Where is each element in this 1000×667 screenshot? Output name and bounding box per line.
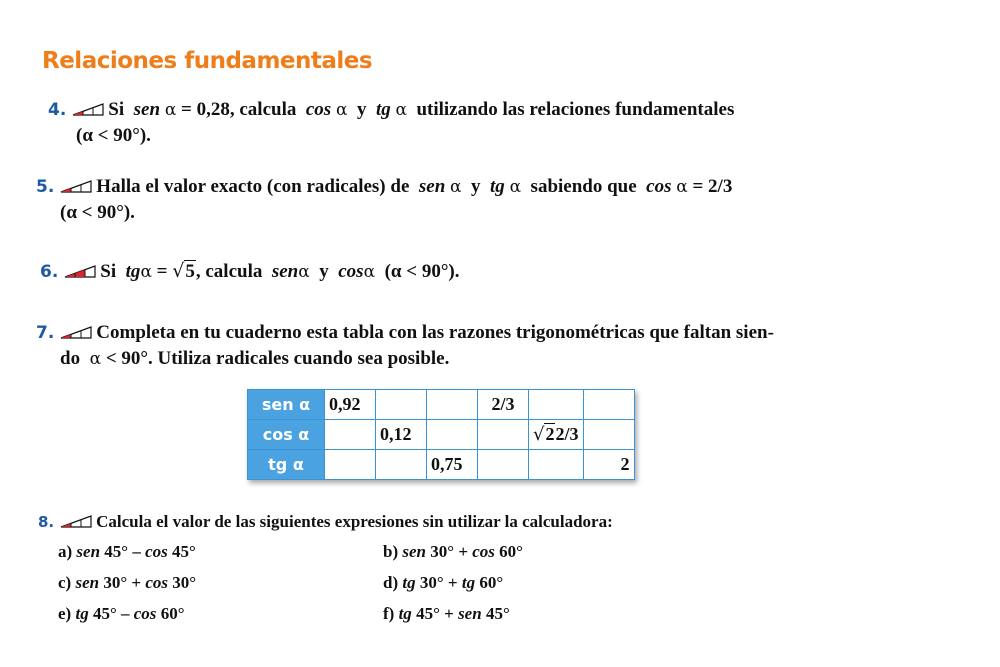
- text: do: [60, 348, 81, 369]
- row-header-sen: sen α: [248, 390, 325, 420]
- text: Completa en tu cuaderno esta tabla con las razones trigonométricas que faltan sien-: [96, 322, 774, 343]
- tg-label: tg: [125, 261, 141, 282]
- expression-op: –: [116, 604, 134, 623]
- text: y: [319, 261, 329, 282]
- expression-b: 30°: [430, 542, 455, 561]
- expression-a: tg: [394, 604, 417, 623]
- exercise-4: [48, 97, 734, 148]
- table-row: [248, 450, 635, 480]
- alpha: α: [363, 262, 376, 282]
- text: , calcula: [195, 261, 263, 282]
- cos-label: cos: [338, 261, 364, 282]
- expression-item: [383, 541, 523, 563]
- table-cell: 0,92: [325, 390, 376, 420]
- table-cell: [376, 390, 427, 420]
- sqrt-5: √5: [172, 260, 195, 282]
- expression-a: sen: [72, 542, 105, 561]
- expression-label: a): [58, 542, 73, 561]
- table-cell: [583, 390, 634, 420]
- text: = 2/3: [692, 176, 733, 197]
- expression-op: +: [127, 573, 146, 592]
- expression-a: sen: [398, 542, 431, 561]
- alpha: α: [450, 177, 462, 197]
- table-cell: 2: [583, 450, 634, 480]
- text: utilizando las relaciones fundamentales: [416, 99, 735, 120]
- expression-c: tg: [461, 573, 480, 592]
- cell-text: 2/3: [555, 424, 579, 444]
- table-cell: [478, 420, 529, 450]
- expression-a: sen: [71, 573, 104, 592]
- alpha: α: [298, 262, 310, 282]
- exercise-7: [36, 320, 774, 372]
- exercise-number: 6.: [40, 262, 59, 282]
- expression-d: 60°: [479, 573, 504, 592]
- text: (α < 90°).: [384, 261, 460, 282]
- table-cell: [325, 450, 376, 480]
- table-cell: 0,12: [376, 420, 427, 450]
- expression-item: [58, 572, 196, 594]
- text: < 90°. Utiliza radicales cuando sea posible.: [105, 348, 450, 369]
- alpha: α: [140, 262, 152, 282]
- text: y: [471, 176, 481, 197]
- text: (α < 90°).: [76, 125, 151, 146]
- expression-op: +: [454, 542, 473, 561]
- sen-label: sen: [418, 176, 446, 197]
- table-cell: [583, 420, 634, 450]
- table-cell-radical: √22/3: [529, 420, 584, 450]
- table-cell: [427, 420, 478, 450]
- exercise-6: [40, 259, 460, 285]
- expression-item: [383, 572, 503, 594]
- expression-b: 30°: [103, 573, 128, 592]
- difficulty-low-icon: [60, 180, 92, 193]
- alpha: α: [395, 100, 407, 120]
- text: Halla el valor exacto (con radicales) de: [96, 176, 410, 197]
- expression-c: cos: [133, 604, 161, 623]
- expression-a: tg: [71, 604, 93, 623]
- difficulty-medium-icon: [64, 265, 96, 278]
- expression-label: f): [383, 604, 395, 623]
- expression-d: 60°: [499, 542, 523, 561]
- radicand: 2: [545, 424, 555, 444]
- table-cell: [529, 450, 584, 480]
- text: sabiendo que: [530, 176, 637, 197]
- expression-c: sen: [458, 604, 486, 623]
- expression-d: 30°: [172, 573, 197, 592]
- table-cell: [427, 390, 478, 420]
- expression-b: 30°: [419, 573, 444, 592]
- expression-item: [58, 603, 185, 625]
- sen-label: sen: [133, 99, 161, 120]
- section-title: Relaciones fundamentales: [42, 48, 373, 74]
- expression-c: cos: [145, 542, 173, 561]
- difficulty-low-icon: [60, 515, 92, 528]
- expression-b: 45°: [92, 604, 117, 623]
- exercise-number: 7.: [36, 323, 55, 343]
- expression-item: [58, 541, 196, 563]
- text: y: [356, 99, 367, 120]
- radicand: 5: [185, 261, 195, 282]
- table-cell: [376, 450, 427, 480]
- difficulty-low-icon: [72, 103, 104, 116]
- tg-label: tg: [490, 176, 505, 197]
- expression-op: +: [439, 604, 459, 623]
- row-header-tg: tg α: [248, 450, 325, 480]
- difficulty-low-icon: [60, 326, 92, 339]
- text: Si: [100, 261, 117, 282]
- text: (α < 90°).: [60, 202, 135, 223]
- expression-label: d): [383, 573, 399, 592]
- expression-op: +: [443, 573, 462, 592]
- expression-d: 45°: [485, 604, 510, 623]
- expression-c: cos: [145, 573, 173, 592]
- expression-op: –: [128, 542, 146, 561]
- alpha: α: [676, 177, 688, 197]
- expression-b: 45°: [104, 542, 129, 561]
- sen-label: sen: [271, 261, 299, 282]
- exercise-8: [38, 511, 613, 533]
- table-cell: [325, 420, 376, 450]
- cos-label: cos: [646, 176, 672, 197]
- table-row: [248, 420, 635, 450]
- text: =: [156, 261, 168, 282]
- text: Si: [108, 99, 125, 120]
- expression-d: 45°: [172, 542, 196, 561]
- exercise-number: 5.: [36, 177, 55, 197]
- exercise-5: [36, 174, 732, 225]
- table-row: [248, 390, 635, 420]
- expression-c: cos: [472, 542, 500, 561]
- table-cell: 2/3: [478, 390, 529, 420]
- alpha: α: [509, 177, 522, 197]
- alpha: α: [164, 100, 177, 120]
- expression-label: b): [383, 542, 399, 561]
- expression-item: [383, 603, 510, 625]
- tg-label: tg: [375, 99, 391, 120]
- table-cell: 0,75: [427, 450, 478, 480]
- expression-b: 45°: [416, 604, 440, 623]
- alpha: α: [89, 349, 102, 369]
- expression-d: 60°: [160, 604, 185, 623]
- trig-table: [247, 389, 635, 480]
- expression-a: tg: [398, 573, 420, 592]
- alpha: α: [335, 100, 348, 120]
- table-cell: [478, 450, 529, 480]
- table-cell: [529, 390, 584, 420]
- expression-label: e): [58, 604, 72, 623]
- text: Calcula el valor de las siguientes expresiones sin utilizar la calculadora:: [96, 512, 613, 531]
- row-header-cos: cos α: [248, 420, 325, 450]
- exercise-number: 8.: [38, 513, 55, 531]
- expression-label: c): [58, 573, 72, 592]
- exercise-number: 4.: [48, 100, 67, 120]
- text: = 0,28, calcula: [181, 99, 297, 120]
- cos-label: cos: [305, 99, 332, 120]
